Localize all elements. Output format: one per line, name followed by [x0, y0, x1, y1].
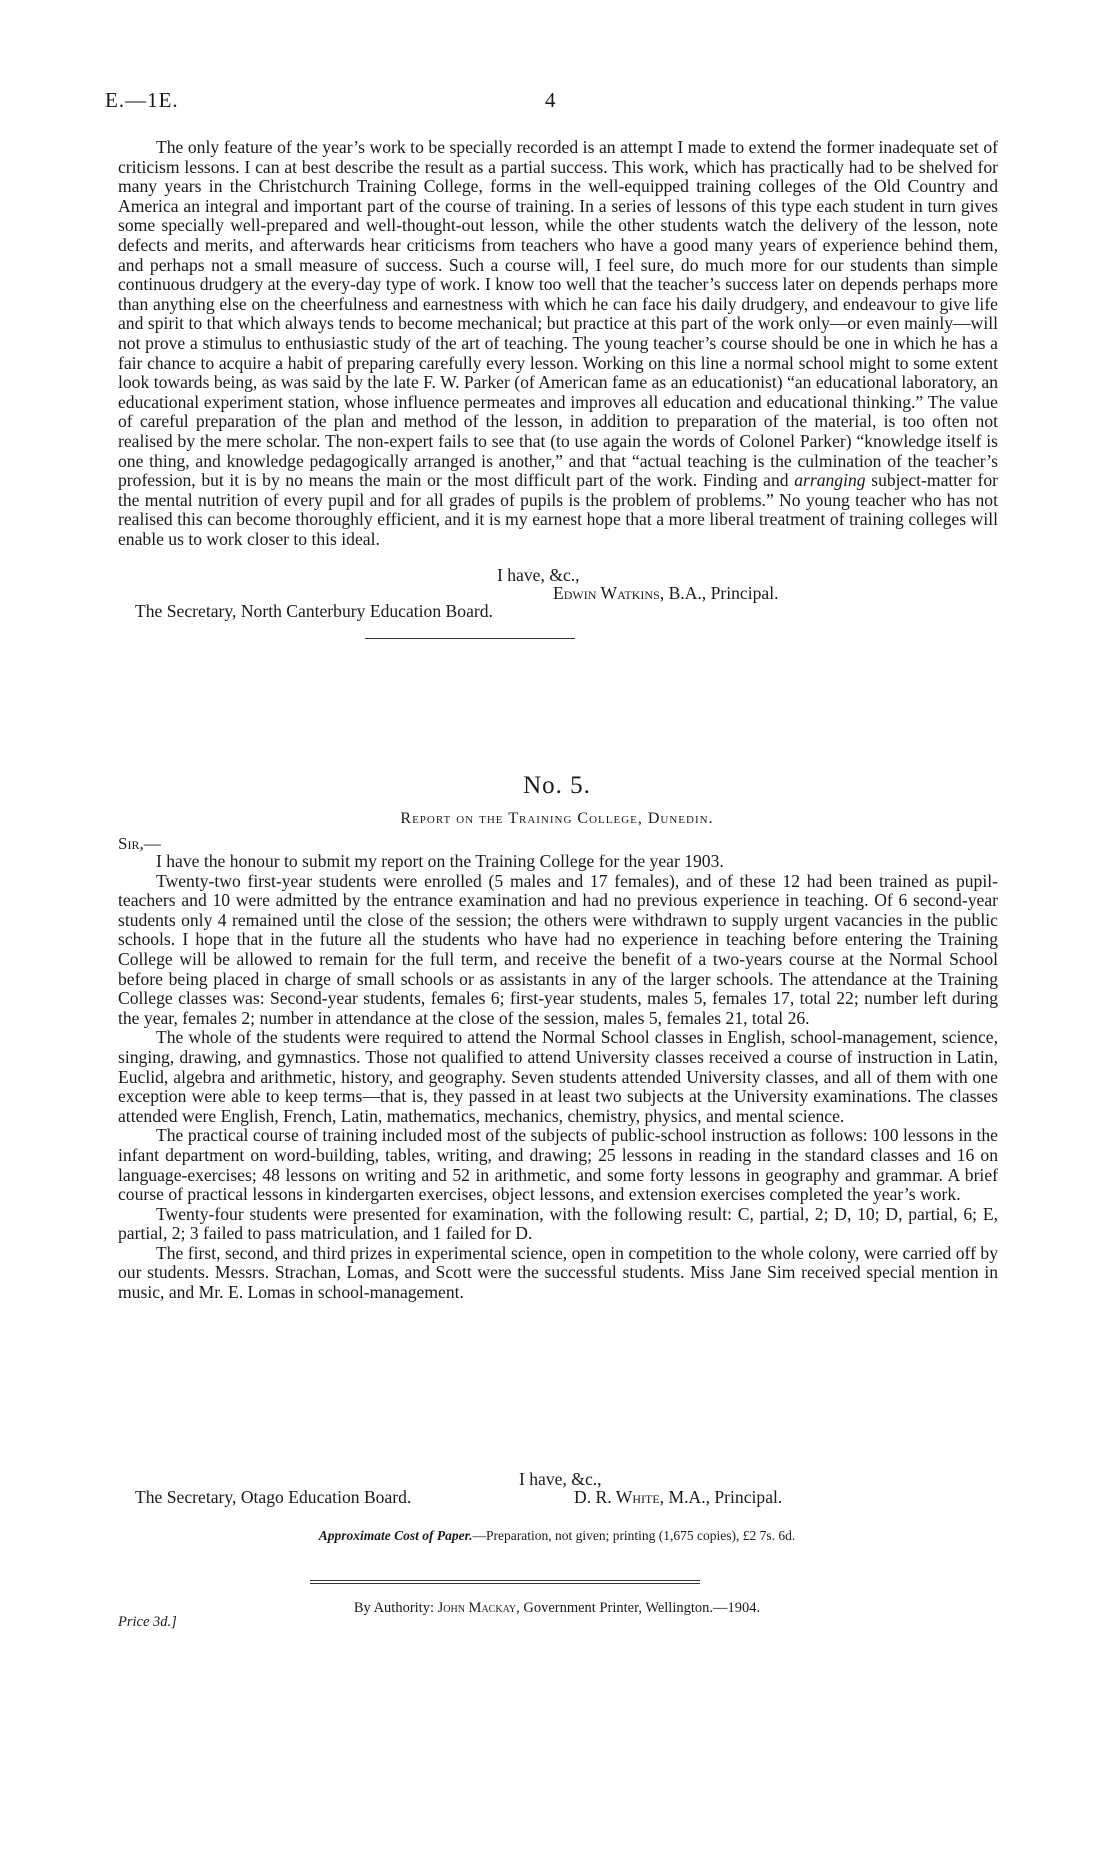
signature-title-2: , M.A., Principal. [659, 1487, 783, 1507]
report-paragraph: Twenty-two first-year students were enrolled (5 males and 17 females), and of these 12 had been trained as pupil-teachers and 10 were admitted by the entrance examination and had no previous experience in teaching. Of 6 second-year students only 4 remained until the close of the session; the others were withdrawn to supply urgent vacancies in the public schools. I hope that in the future all the students who have had no experience in teaching before entering the Training College will be allowed to remain for the full term, and receive the benefit of a two-years course at the Normal School before being placed in charge of small schools or as assistants in any of the larger schools. The attendance at the Training College classes was: Second-year students, females 6; first-year students, males 5, females 17, total 22; number left during the year, females 2; number in attendance at the close of the session, males 5, females 21, total 26. [118, 870, 998, 1028]
page-header [105, 88, 1015, 118]
report-dunedin-body [118, 852, 998, 1303]
closing-have: I have, &c., [497, 565, 580, 585]
price: Price 3d.] [118, 1614, 177, 1630]
section-divider [365, 638, 575, 639]
document-code: E.—1E. [105, 88, 179, 112]
signature-title: , B.A., Principal. [659, 583, 779, 603]
salutation: Sir,— [118, 834, 161, 853]
report-christchurch-body [118, 138, 998, 549]
footer-rule [310, 1580, 700, 1581]
report-paragraph: The first, second, and third prizes in experimental science, open in competition to the whole colony, were carried off by our students. Messrs. Strachan, Lomas, and Scott were the successful students. Miss Jane Sim received special mention in music, and Mr. E. Lomas in school-management. [118, 1242, 998, 1303]
cost-label: Approximate Cost of Paper. [318, 1528, 473, 1543]
printer-details: , Government Printer, Wellington.—1904. [516, 1600, 761, 1616]
report-paragraph: The practical course of training included most of the subjects of public-school instruction as follows: 100 lessons in the infant department on word-building, tables, writing, and drawing; 25 lessons in reading in the standard classes and 16 on language-exercises; 48 lessons on writing and 52 in arithmetic, and some forty lessons in geography and grammar. A brief course of practical lessons in kindergarten exercises, object lessons, and extension exercises completed the year’s work. [118, 1125, 998, 1205]
closing-have-2: I have, &c., [519, 1469, 602, 1489]
signature-2 [574, 1488, 934, 1508]
printer-name: John Mackay [437, 1600, 517, 1616]
cost-text: —Preparation, not given; printing (1,675 copies), £2 7s. 6d. [472, 1528, 796, 1543]
report-paragraph: I have the honour to submit my report on the Training College for the year 1903. [156, 851, 724, 871]
signature-name: Edwin Watkins [553, 583, 660, 603]
report-paragraph: The only feature of the year’s work to be specially recorded is an attempt I made to extend the former inadequate set of criticism lessons. I can at best describe the result as a partial success. This work, which has practically had to be shelved for many years in the Christchurch Training College, forms in the well-equipped training colleges of the Old Country and America an integral and important part of the course of training. In a series of lessons of this type each student in turn gives some specially well-prepared and well-thought-out lesson, while the other students watch the delivery of the lesson, note defects and merits, and afterwards hear criticisms from teachers who have a good many years of experience behind them, and perhaps not a small measure of success. Such a course will, I feel sure, do much more for our students than simple continuous drudgery at the every-day type of work. I know too well that the teacher’s success later on depends perhaps more than anything else on the cheerfulness and earnestness with which he can face his daily drudgery, and endeavour to give life and spirit to that which always tends to become mechanical; but practice at this part of the work only—or even mainly—will not prove a stimulus to enthusiastic study of the art of teaching. The young teacher’s course should be one in which he has a fair chance to acquire a habit of preparing carefully every lesson. Working on this line a normal school might to some extent look towards being, as was said by the late F. W. Parker (of American fame as an educationist) “an educational laboratory, an educational experiment station, whose influence permeates and improves all education and educational thinking.” The value of careful preparation of the plan and method of the lesson, in addition to preparation of the material, is too often not realised by the mere scholar. The non-expert fails to see that (to use again the words of Colonel Parker) “knowledge itself is one thing, and knowledge pedagogically arranged is another,” and that “actual teaching is the culmination of the teacher’s profession, but it is by no means the main or the most difficult part of the work. Finding and arranging subject-matter for the mental nutrition of every pupil and for all grades of pupils is the problem of problems.” No young teacher who has not realised this can become thoroughly efficient, and it is my earnest hope that a more liberal treatment of training colleges will enable us to work closer to this ideal. [118, 137, 998, 549]
signature-name-2: D. R. White [574, 1487, 660, 1507]
authority-label: By Authority: [353, 1600, 434, 1616]
page-number: 4 [545, 88, 556, 112]
report-title: Report on the Training College, Dunedin. [400, 810, 714, 827]
italic-word: arranging [794, 470, 866, 491]
report-paragraph: Twenty-four students were presented for examination, with the following result: C, partial, 2; D, 10; D, partial, 6; E, partial, 2; 3 failed to pass matriculation, and 1 failed for D. [118, 1203, 998, 1244]
footer-rule [310, 1583, 700, 1584]
signature [553, 584, 913, 604]
addressee-2: The Secretary, Otago Education Board. [135, 1487, 412, 1507]
cost-of-paper [0, 1528, 1114, 1544]
report-number: No. 5. [523, 772, 591, 799]
addressee: The Secretary, North Canterbury Education Board. [135, 601, 493, 621]
report-paragraph: The whole of the students were required to attend the Normal School classes in English, school-management, science, singing, drawing, and gymnastics. Those not qualified to attend University classes received a course of instruction in Latin, Euclid, algebra and arithmetic, history, and geography. Seven students attended University classes, and all of them with one exception were able to keep terms—that is, they passed in at least two subjects at the University examinations. The classes attended were English, French, Latin, mathematics, mechanics, chemistry, physics, and mental science. [118, 1027, 998, 1126]
